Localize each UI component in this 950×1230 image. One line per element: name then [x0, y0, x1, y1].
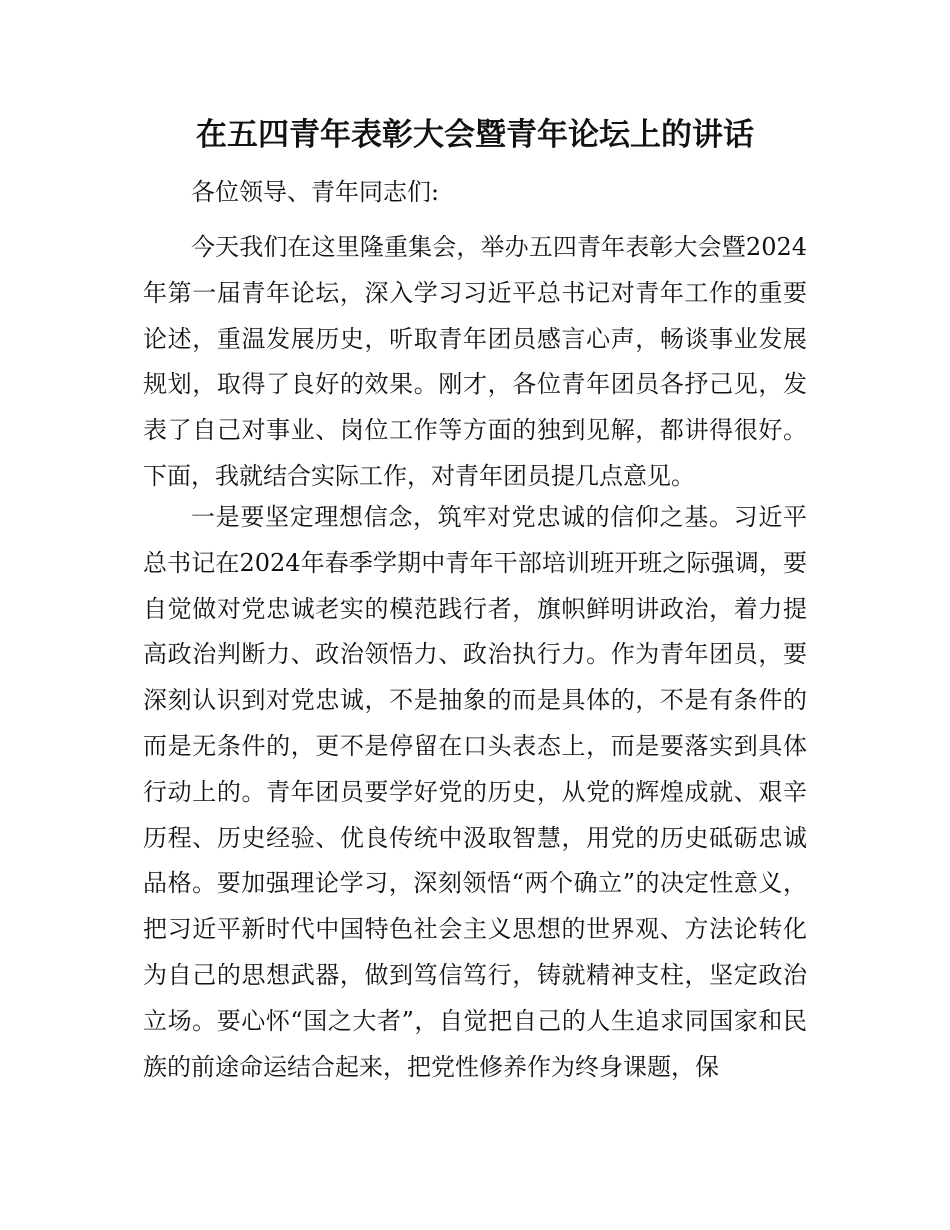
- paragraph-opening: 今天我们在这里隆重集会，举办五四青年表彰大会暨2024年第一届青年论坛，深入学习习近平总书记对青年工作的重要论述，重温发展历史，听取青年团员感言心声，畅谈事业发展规划，取得了良好的效果。刚才，各位青年团员各抒己见，发表了自己对事业、岗位工作等方面的独到见解，都讲得很好。下面，我就结合实际工作，对青年团员提几点意见。: [143, 233, 807, 490]
- salutation: 各位领导、青年同志们:: [191, 178, 440, 206]
- document-title: 在五四青年表彰大会暨青年论坛上的讲话: [196, 117, 754, 153]
- paragraph-point-one: 一是要坚定理想信念，筑牢对党忠诚的信仰之基。习近平总书记在2024年春季学期中青年干部培训班开班之际强调，要自觉做对党忠诚老实的模范践行者，旗帜鲜明讲政治，着力提高政治判断力、政治领悟力、政治执行力。作为青年团员，要深刻认识到对党忠诚，不是抽象的而是具体的，不是有条件的而是无条件的，更不是停留在口头表态上，而是要落实到具体行动上的。青年团员要学好党的历史，从党的辉煌成就、艰辛历程、历史经验、优良传统中汲取智慧，用党的历史砥砺忠诚品格。要加强理论学习，深刻领悟“两个确立”的决定性意义，把习近平新时代中国特色社会主义思想的世界观、方法论转化为自己的思想武器，做到笃信笃行，铸就精神支柱，坚定政治立场。要心怀“国之大者”，自觉把自己的人生追求同国家和民族的前途命运结合起来，把党性修养作为终身课题，保: [143, 503, 807, 1081]
